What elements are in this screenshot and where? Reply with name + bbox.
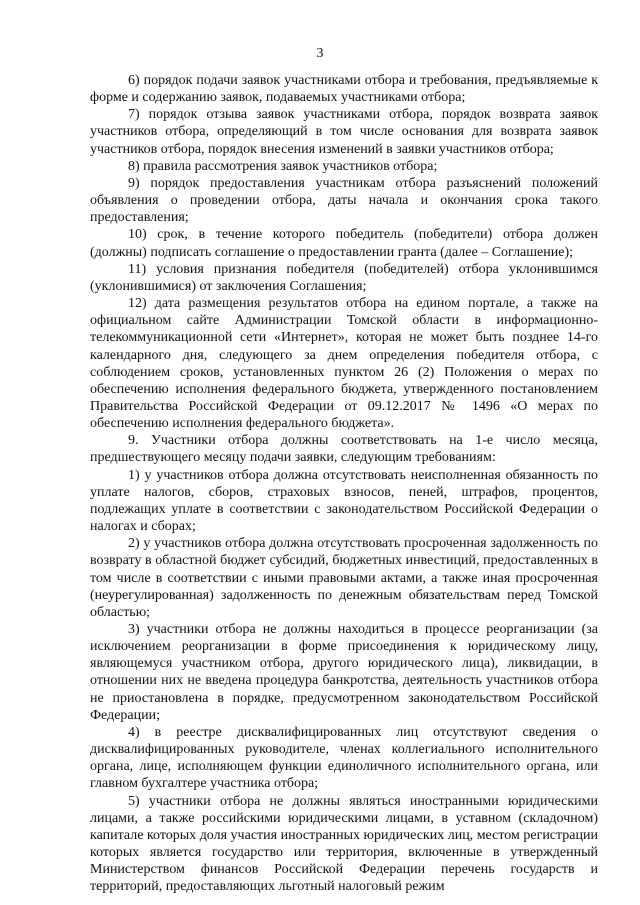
document-body [90, 72, 598, 896]
paragraph-item-10: 10) срок, в течение которого победитель (победители) отбора должен (должны) подписать соглашение о предоставлении гранта (далее – Соглашение); [90, 227, 598, 260]
paragraph-item-6: 6) порядок подачи заявок участниками отбора и требования, предъявляемые к форме и содержанию заявок, подаваемых участниками отбора; [90, 73, 598, 106]
requirement-item-2: 2) у участников отбора должна отсутствовать просроченная задолженность по возврату в областной бюджет субсидий, бюджетных инвестиций, предоставленных в том числе в соответствии с иными правовыми актами, а также иная просроченная (неурегулированная) задолженность по денежным обязательствам перед Томской областью; [90, 536, 598, 620]
paragraph-clause-9: 9. Участники отбора должны соответствовать на 1-е число месяца, предшествующего месяцу подачи заявки, следующим требованиям: [90, 433, 598, 466]
paragraph-item-11: 11) условия признания победителя (победителей) отбора уклонившимся (уклонившимися) от заключения Соглашения; [90, 261, 598, 294]
paragraph-item-8: 8) правила рассмотрения заявок участников отбора; [128, 158, 438, 174]
requirement-item-3: 3) участники отбора не должны находиться в процессе реорганизации (за исключением реорганизации в форме присоединения к юридическому лицу, являющемуся участником отбора, другого юридического лица), ликвидации, в отношении них не введена процедура банкротства, деятельность участников отбора не приостановлена в порядке, предусмотренном законодательством Российской Федерации; [90, 622, 598, 723]
page-number: 3 [316, 46, 324, 61]
paragraph-item-9: 9) порядок предоставления участникам отбора разъяснений положений объявления о проведении отбора, даты начала и окончания срока такого предоставления; [90, 175, 598, 226]
requirement-item-5: 5) участники отбора не должны являться иностранными юридическими лицами, а также российскими юридическими лицами, в уставном (складочном) капитале которых доля участия иностранных юридических лиц, местом регистрации которых является государство или территория, включенные в утвержденный Министерством финансов Российской Федерации перечень государств и территорий, предоставляющих льготный налоговый режим [90, 793, 598, 895]
requirement-item-1: 1) у участников отбора должна отсутствовать неисполненная обязанность по уплате налогов, сборов, страховых взносов, пеней, штрафов, процентов, подлежащих уплате в соответствии с законодательством Российской Федерации о налогах и сборах; [90, 467, 598, 535]
requirement-item-4: 4) в реестре дисквалифицированных лиц отсутствуют сведения о дисквалифицированных руководителе, членах коллегиального исполнительного органа, лице, исполняющем функции единоличного исполнительного органа, или главном бухгалтере участника отбора; [90, 724, 598, 792]
paragraph-item-7: 7) порядок отзыва заявок участниками отбора, порядок возврата заявок участников отбора, определяющий в том числе основания для возврата заявок участников отбора, порядок внесения изменений в заявки участников отбора; [90, 107, 598, 157]
paragraph-item-12: 12) дата размещения результатов отбора на едином портале, а также на официальном сайте Администрации Томской области в информационно-телекоммуникационной сети «Интернет», которая не может быть позднее 14-го календарного дня, следующего за днем определения победителя отбора, с соблюдением сроков, установленных пунктом 26 (2) Положения о мерах по обеспечению исполнения федерального бюджета, утвержденного постановлением Правительства Российской Федерации от 09.12.2017 № 1496 «О мерах по обеспечению исполнения федерального бюджета». [90, 296, 598, 432]
